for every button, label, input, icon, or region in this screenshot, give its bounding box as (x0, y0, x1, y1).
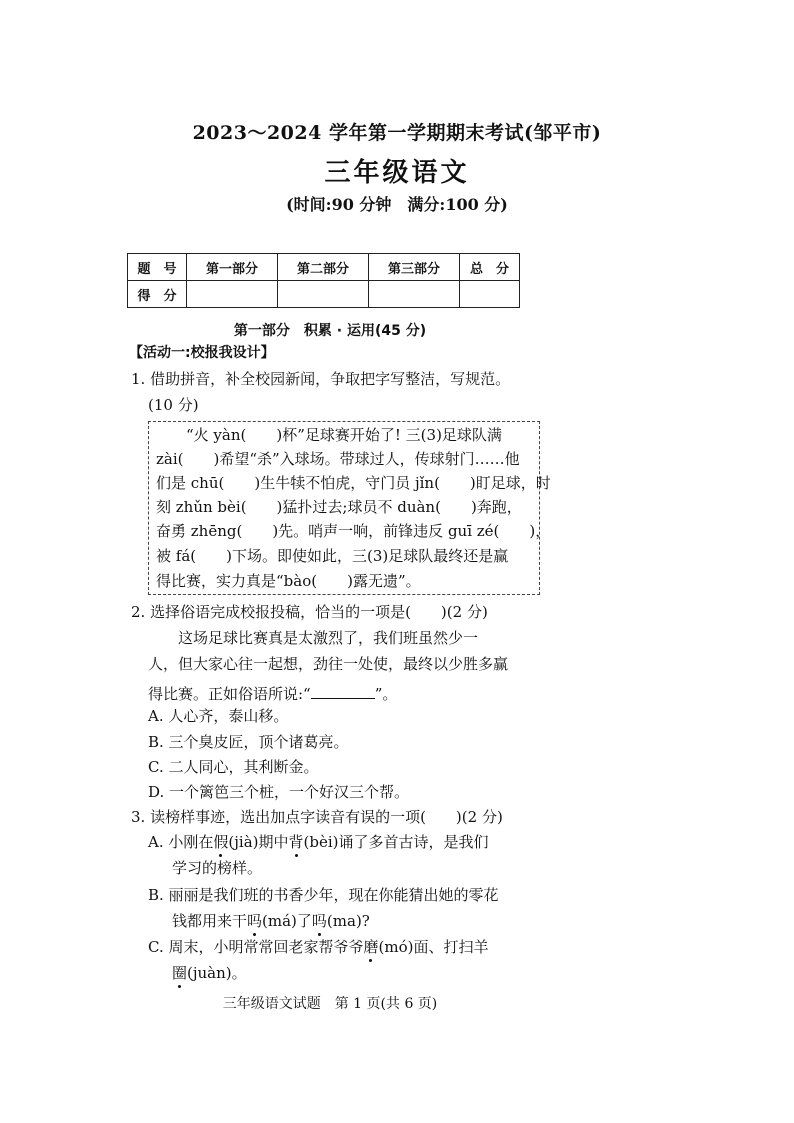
q2-option-b: B. 三个臭皮匠，顶个诸葛亮。 (148, 733, 349, 751)
q3-option-c (148, 940, 488, 955)
q3-text: A. 小刚在 (148, 833, 214, 851)
score-cell-total (460, 281, 520, 308)
score-header-cell: 总 分 (460, 254, 520, 281)
page-footer: 三年级语文试题 第 1 页(共 6 页) (222, 996, 438, 1012)
q3-stem: 3. 读榜样事迹，选出加点字读音有误的一项( )(2 分) (131, 808, 503, 826)
score-table (127, 253, 520, 308)
score-row-label: 得 分 (128, 281, 187, 308)
q3-dotted-char: 背 (288, 833, 304, 851)
q1-points: (10 分) (148, 396, 199, 414)
q1-passage-line: 奋勇 zhēng( )先。哨声一响，前锋违反 guī zé( )， (156, 522, 551, 540)
score-header-cell: 第二部分 (278, 254, 369, 281)
q1-passage-line: 们是 chū( )生牛犊不怕虎，守门员 jǐn( )盯足球，时 (156, 474, 551, 492)
q3-dotted-char: 吗 (247, 912, 263, 930)
q3-text: (juàn)。 (187, 964, 247, 982)
q3-option-a-cont: 学习的榜样。 (172, 859, 263, 877)
part1-title: 第一部分 积累 · 运用(45 分) (233, 323, 427, 339)
q2-passage-line: 这场足球比赛真是太激烈了，我们班虽然少一 (148, 629, 479, 647)
q3-text: (mó)面、打扫羊 (378, 938, 489, 956)
q3-option-b: B. 丽丽是我们班的书香少年，现在你能猜出她的零花 (148, 886, 499, 904)
q1-passage-line: 得比赛，实力真是“bào( )露无遗”。 (156, 572, 421, 590)
q2-option-d: D. 一个篱笆三个桩，一个好汉三个帮。 (148, 783, 410, 801)
activity1-heading: 【活动一:校报我设计】 (129, 345, 275, 361)
score-cell-part3 (369, 281, 460, 308)
q1-passage-line: “火 yàn( )杯”足球赛开始了! 三(3)足球队满 (156, 426, 502, 444)
q3-text: (jià)期中 (228, 833, 289, 851)
q1-passage-line: 被 fá( )下场。即使如此，三(3)足球队最终还是赢 (156, 547, 509, 565)
score-table-score-row (128, 281, 520, 308)
q3-dotted-char: 磨 (363, 938, 379, 956)
q3-dotted-char: 假 (213, 833, 229, 851)
q3-text: (bèi)诵了多首古诗，是我们 (303, 833, 489, 851)
score-header-cell: 题 号 (128, 254, 187, 281)
q2-passage-line: 人，但大家心往一起想，劲往一处使，最终以少胜多赢 (148, 655, 509, 673)
q2-answer-blank[interactable] (311, 683, 375, 699)
q2-passage-line (148, 683, 397, 702)
q3-option-a (148, 835, 489, 850)
score-cell-part2 (278, 281, 369, 308)
score-header-cell: 第三部分 (369, 254, 460, 281)
q1-passage-line: zài( )希望“杀”入球场。带球过人，传球射门……他 (156, 450, 520, 468)
q2-option-a: A. 人心齐，泰山移。 (148, 707, 289, 725)
exam-time-info: (时间:90 分钟 满分:100 分) (286, 195, 508, 214)
q3-text: (ma)? (326, 912, 370, 930)
q3-dotted-char: 圈 (172, 964, 188, 982)
q3-option-c-cont (172, 966, 247, 981)
q2-passage-text: ”。 (374, 685, 398, 703)
exam-subject: 三年级语文 (324, 158, 470, 188)
q3-text: C. 周末，小明常常回老家帮爷爷 (148, 938, 364, 956)
q1-stem: 1. 借助拼音，补全校园新闻，争取把字写整洁，写规范。 (131, 370, 511, 388)
score-table-header-row (128, 254, 520, 281)
exam-title: 2023～2024 学年第一学期期末考试(邹平市) (192, 122, 602, 144)
score-cell-part1 (187, 281, 278, 308)
q2-option-c: C. 二人同心，其利断金。 (148, 758, 319, 776)
q3-dotted-char: 吗 (311, 912, 327, 930)
q3-option-b-cont (172, 914, 370, 929)
q2-stem: 2. 选择俗语完成校报投稿，恰当的一项是( )(2 分) (131, 603, 488, 621)
q2-passage-text: 得比赛。正如俗语所说:“ (148, 685, 311, 703)
q3-text: 钱都用来干 (172, 912, 248, 930)
score-header-cell: 第一部分 (187, 254, 278, 281)
q1-passage-line: 刻 zhǔn bèi( )猛扑过去;球员不 duàn( )奔跑， (156, 498, 522, 516)
q3-text: (má)了 (262, 912, 312, 930)
